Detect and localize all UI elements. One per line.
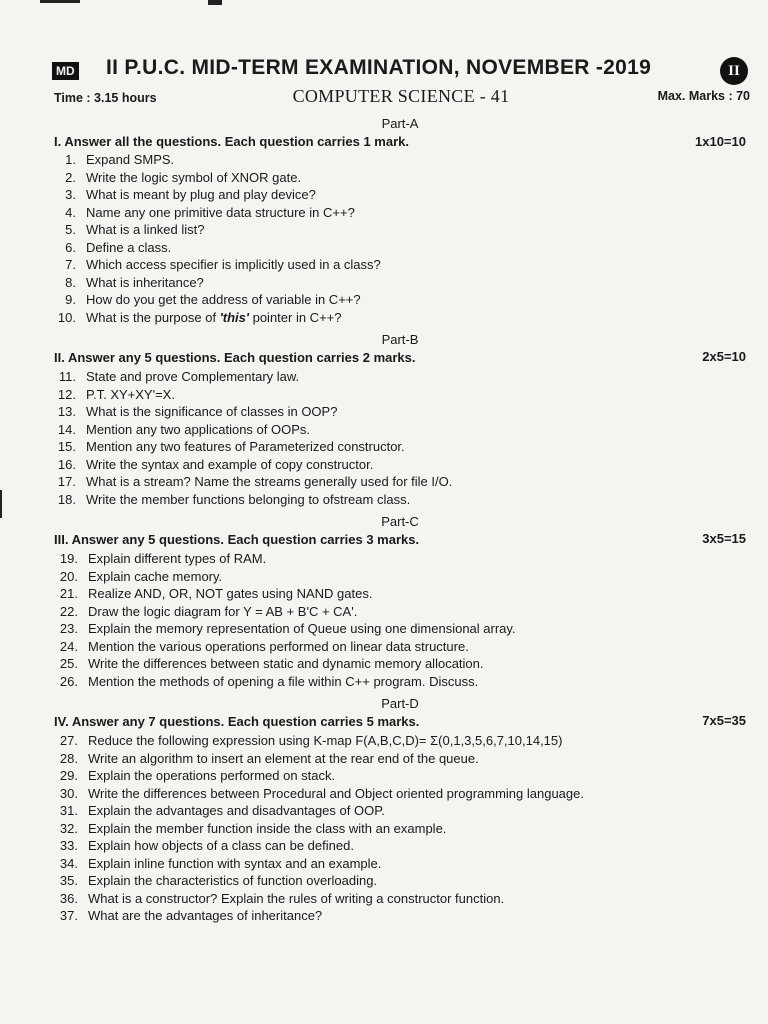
part-title: Part-C	[381, 514, 419, 529]
section-heading: II. Answer any 5 questions. Each question carries 2 marks.	[54, 350, 416, 365]
section-heading: III. Answer any 5 questions. Each question carries 3 marks.	[54, 532, 420, 547]
question: 31. Explain the advantages and disadvantages of OOP.	[59, 803, 385, 818]
question: 14. Mention any two applications of OOPs.	[57, 421, 311, 437]
question: 30. Write the differences between Procedural and Object oriented programming language.	[59, 785, 584, 801]
question: 1. Expand SMPS.	[65, 152, 175, 167]
question: 29. Explain the operations performed on stack.	[59, 768, 336, 783]
question: 18. Write the member functions belonging to ofstream class.	[57, 491, 411, 507]
question: 10. What is the purpose of 'this' pointer in C++?	[57, 309, 342, 325]
exam-header	[52, 56, 752, 86]
question: 28. Write an algorithm to insert an element at the rear end of the queue.	[59, 750, 479, 766]
question: 8. What is inheritance?	[65, 274, 204, 290]
exam-duration: Time : 3.15 hours	[54, 91, 157, 105]
section-marks: 7x5=35	[702, 713, 746, 728]
question: 15. Mention any two features of Parameterized constructor.	[57, 439, 405, 454]
question: 24. Mention the various operations performed on linear data structure.	[59, 638, 469, 654]
question: 32. Explain the member function inside the class with an example.	[59, 820, 447, 836]
question: 19. Explain different types of RAM.	[59, 551, 267, 566]
question: 33. Explain how objects of a class can be defined.	[59, 838, 354, 853]
question: 11. State and prove Complementary law.	[58, 369, 300, 384]
part-title: Part-A	[381, 116, 419, 131]
question: 3. What is meant by plug and play device?	[65, 187, 316, 202]
question: 17. What is a stream? Name the streams generally used for file I/O.	[57, 474, 453, 489]
part-title: Part-B	[381, 332, 419, 347]
question: 5. What is a linked list?	[65, 222, 205, 237]
scan-mark	[40, 0, 80, 3]
section-marks: 1x10=10	[695, 134, 746, 149]
year-badge: II	[720, 57, 748, 85]
exam-title: II P.U.C. MID-TERM EXAMINATION, NOVEMBER -2019	[106, 56, 652, 79]
part-title: Part-D	[381, 696, 419, 711]
subject-title: COMPUTER SCIENCE - 41	[292, 86, 510, 106]
section-marks: 2x5=10	[702, 349, 746, 364]
question: 37. What are the advantages of inheritance?	[59, 908, 323, 923]
question: 23. Explain the memory representation of Queue using one dimensional array.	[59, 621, 516, 636]
question: 35. Explain the characteristics of function overloading.	[59, 873, 378, 888]
question: 13. What is the significance of classes in OOP?	[57, 404, 338, 419]
question: 21. Realize AND, OR, NOT gates using NAND gates.	[59, 586, 373, 601]
question: 20. Explain cache memory.	[59, 568, 223, 584]
md-badge: MD	[52, 62, 79, 80]
exam-subheader	[52, 86, 750, 108]
max-marks: Max. Marks : 70	[657, 89, 750, 103]
question: 6. Define a class.	[65, 239, 172, 255]
question: 16. Write the syntax and example of copy constructor.	[57, 456, 374, 472]
scan-mark	[208, 0, 222, 5]
question: 34. Explain inline function with syntax and an example.	[59, 855, 382, 871]
question: 9. How do you get the address of variable in C++?	[65, 292, 361, 307]
question: 12. P.T. XY+XY'=X.	[57, 386, 175, 402]
question: 2. Write the logic symbol of XNOR gate.	[65, 169, 302, 185]
this-keyword: 'this'	[219, 309, 249, 325]
question: 4. Name any one primitive data structure in C++?	[65, 204, 355, 220]
question: 22. Draw the logic diagram for Y = AB + B'C + CA'.	[59, 603, 358, 619]
question: 7. Which access specifier is implicitly used in a class?	[65, 257, 381, 272]
question: 36. What is a constructor? Explain the rules of writing a constructor function.	[59, 890, 505, 906]
section-marks: 3x5=15	[702, 531, 746, 546]
question: 26. Mention the methods of opening a file within C++ program. Discuss.	[59, 673, 479, 689]
section-heading: I. Answer all the questions. Each question carries 1 mark.	[54, 134, 409, 149]
section-heading: IV. Answer any 7 questions. Each question carries 5 marks.	[54, 714, 420, 729]
question: 27. Reduce the following expression using K-map F(A,B,C,D)= Σ(0,1,3,5,6,7,10,14,15)	[59, 733, 563, 748]
question: 25. Write the differences between static and dynamic memory allocation.	[59, 656, 484, 671]
